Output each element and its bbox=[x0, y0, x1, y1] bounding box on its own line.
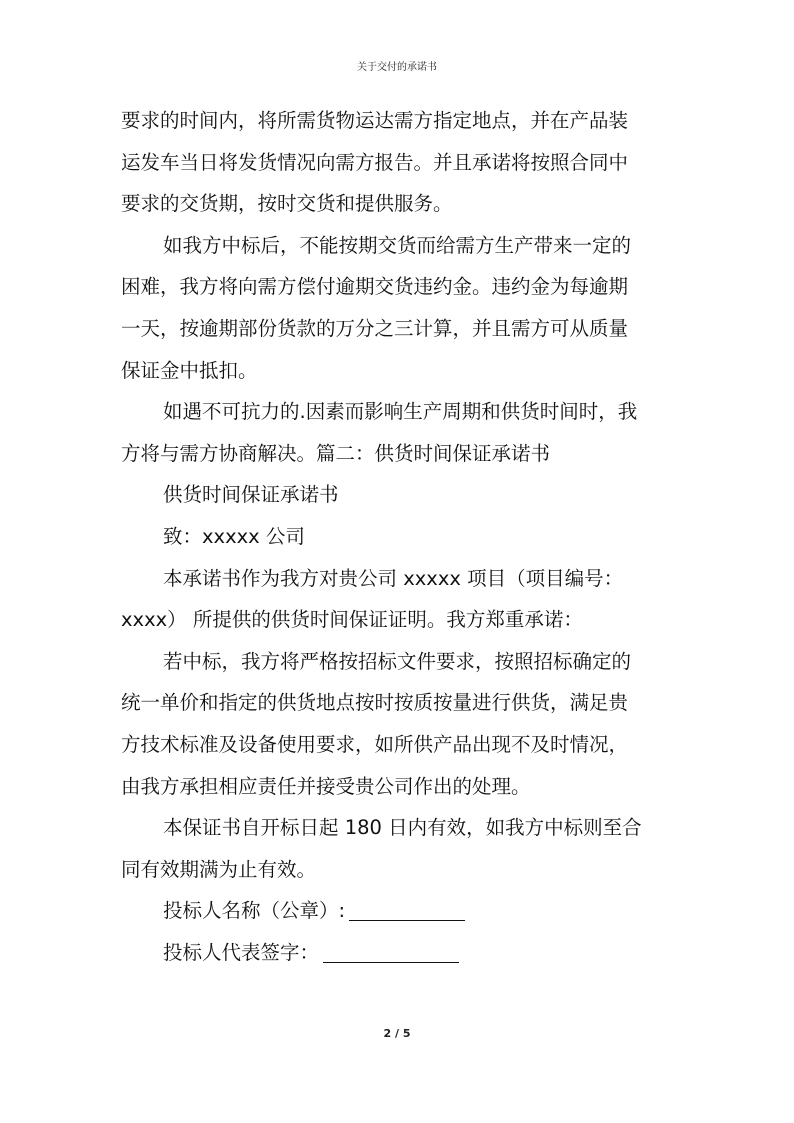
body-line: 一天，按逾期部份货款的万分之三计算，并且需方可从质量 bbox=[121, 316, 629, 340]
body-line: 同有效期满为止有效。 bbox=[121, 857, 317, 881]
body-line: xxxx） 所提供的供货时间保证证明。我方郑重承诺： bbox=[121, 608, 583, 632]
page-number: 2 / 5 bbox=[383, 1027, 411, 1040]
paragraph-start-line: 本承诺书作为我方对贵公司 xxxxx 项目（项目编号： bbox=[163, 566, 624, 590]
signature-name-label: 投标人名称（公章）: bbox=[163, 899, 346, 923]
paragraph-start-line: 本保证书自开标日起 180 日内有效，如我方中标则至合 bbox=[163, 816, 642, 840]
section-title: 供货时间保证承诺书 bbox=[163, 483, 339, 507]
body-line: 由我方承担相应责任并接受贵公司作出的处理。 bbox=[121, 774, 531, 798]
body-line: 运发车当日将发货情况向需方报告。并且承诺将按照合同中 bbox=[121, 150, 629, 174]
signature-name-row bbox=[121, 890, 681, 932]
page-header: 关于交付的承诺书 bbox=[357, 62, 437, 73]
paragraph-start-line: 如我方中标后，不能按期交货而给需方生产带来一定的 bbox=[163, 233, 632, 257]
paragraph-start-line: 如遇不可抗力的.因素而影响生产周期和供货时间时，我 bbox=[163, 400, 638, 424]
body-line: 保证金中抵扣。 bbox=[121, 358, 258, 382]
signature-name-blank bbox=[349, 900, 465, 921]
body-line: 要求的交货期，按时交货和提供服务。 bbox=[121, 192, 453, 216]
body-line: 困难，我方将向需方偿付逾期交货违约金。违约金为每逾期 bbox=[121, 275, 629, 299]
body-line: 方技术标准及设备使用要求，如所供产品出现不及时情况， bbox=[121, 732, 629, 756]
body-line: 要求的时间内，将所需货物运达需方指定地点，并在产品装 bbox=[121, 109, 629, 132]
signature-rep-blank bbox=[323, 942, 459, 963]
signature-rep-label: 投标人代表签字： bbox=[163, 940, 320, 964]
document-body bbox=[121, 100, 681, 973]
body-line: 统一单价和指定的供货地点按时按质按量进行供货，满足贵 bbox=[121, 691, 629, 715]
body-line: 方将与需方协商解决。篇二：供货时间保证承诺书 bbox=[121, 441, 551, 465]
paragraph-start-line: 若中标，我方将严格按招标文件要求，按照招标确定的 bbox=[163, 649, 632, 673]
signature-rep-row bbox=[121, 932, 681, 974]
addressee-line: 致：xxxxx 公司 bbox=[163, 524, 305, 548]
